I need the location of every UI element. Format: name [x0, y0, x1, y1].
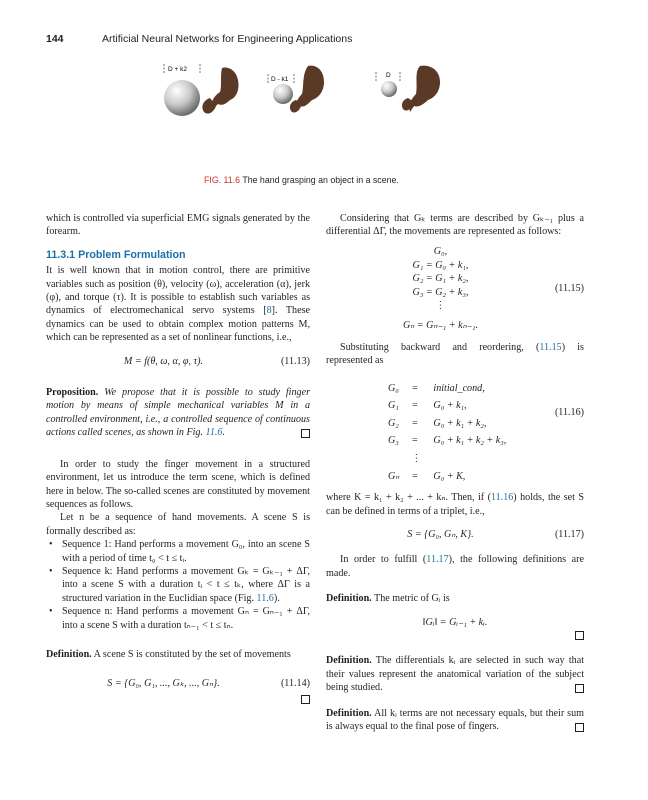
- p1-text-b: ]. These dynamics can be used to obtain complex motion patterns M, which can be represented as a set of nonlinear functions, i.e.,: [46, 305, 310, 344]
- eq-rhs: G₀ + k₁ + k₂,: [433, 417, 487, 429]
- hand-1: [202, 68, 238, 114]
- definition-label: Definition.: [326, 593, 372, 605]
- page-number: 144: [46, 33, 64, 45]
- equation-line: Gₙ = Gₙ₋₁ + kₙ₋₁.: [402, 320, 478, 331]
- equation-metric: ‖Gᵢ‖ = Gᵢ₋₁ + kᵢ.: [422, 616, 488, 628]
- equation-body: S = {G₀, G₁, ..., Gₖ, ..., Gₙ}.: [107, 678, 220, 690]
- paragraph-considering: Considering that Gₖ terms are described by Gₖ₋₁ plus a differential ΔΓ, the movements are represented as follows:: [326, 213, 584, 238]
- citation-link[interactable]: 8: [266, 305, 272, 317]
- qed-box: [301, 695, 310, 704]
- paragraph-motion-control: [46, 264, 310, 344]
- equation-line: ⋮: [435, 300, 446, 311]
- definition-text: A scene S is constituted by the set of movements: [93, 648, 291, 660]
- definition-label: Definition.: [326, 707, 372, 719]
- sphere-large: [164, 64, 200, 116]
- eq-op: ⋮: [411, 452, 422, 464]
- equation-number: (11.14): [280, 678, 310, 690]
- eq-rhs: G₀ + k₁,: [433, 400, 467, 412]
- p3-text-b: ) holds, the set S can be defined in terms of a triplet, i.e.,: [326, 492, 584, 517]
- equation-11-13: [46, 355, 310, 368]
- eq-op: =: [411, 400, 419, 412]
- sphere-medium: [268, 74, 294, 104]
- qed-box: [575, 631, 584, 640]
- paragraph-scene: In order to study the finger movement in a structured environment, let us introduce the term scene, which is defined here in below. The so-called scenes are constituted by movement sequences as follows.: [46, 458, 310, 510]
- p3-text-a: where K = k₁ + k₂ + ... + kₙ. Then, if (: [326, 492, 491, 504]
- eq-op: =: [411, 417, 419, 429]
- eq-lhs: [382, 450, 405, 468]
- proposition-text: We propose that it is possible to study finger motion by means of simple mechanical variables M in a controlled environment, i.e., a controlled sequence of continuous actions called scenes, as shown in Fig.: [46, 387, 310, 439]
- figure-label-d-plus-k2: D + k2: [168, 66, 187, 73]
- qed-box: [301, 429, 310, 438]
- definition-text: All kᵢ terms are not necessary equals, but their sum is always equal to the final pose of fingers.: [326, 707, 585, 733]
- definition-metric: [326, 592, 584, 605]
- bullet2-text-b: ).: [273, 592, 280, 604]
- eq-op: =: [411, 382, 419, 394]
- section-heading: 11.3.1 Problem Formulation: [46, 248, 186, 261]
- proposition-label: Proposition.: [46, 387, 99, 399]
- p2-text-a: Substituting backward and reordering, (: [340, 341, 540, 353]
- definition-text: The differentials kᵢ are selected in such way that their values represent the anatomical variation of the subject being studied.: [326, 655, 585, 694]
- left-intro: which is controlled via superficial EMG signals generated by the forearm.: [46, 213, 310, 238]
- equation-link[interactable]: 11.16: [490, 492, 514, 504]
- eq-rhs: G₀ + k₁ + k₂ + k₃,: [433, 435, 507, 447]
- definition-label: Definition.: [326, 655, 372, 667]
- definition-text: The metric of Gᵢ is: [374, 593, 450, 605]
- eq-lhs: G₂: [388, 417, 399, 429]
- equation-array: [382, 380, 512, 486]
- equation-system: [326, 245, 555, 333]
- sequence-list: [46, 538, 310, 632]
- caption-text: The hand grasping an object in a scene.: [242, 175, 399, 185]
- p4-text-a: In order to fulfill (: [340, 554, 427, 566]
- proposition: Proposition. We propose that it is possible to study finger motion by means of simple mechanical variables M in a controlled environment, i.e., a controlled sequence of continuous actions called scenes, as shown in Fig. 11.6.: [46, 387, 310, 439]
- equation-number: (11.17): [554, 528, 584, 540]
- eq-op: =: [411, 470, 419, 482]
- equation-link[interactable]: 11.17: [426, 554, 449, 566]
- eq-rhs: [427, 450, 512, 468]
- list-item: [46, 565, 310, 605]
- eq-lhs: G₀: [388, 382, 399, 394]
- bullet2-text-a: Sequence k: Hand performs a movement Gₖ = Gₖ₋₁ + ΔΓ, into a scene S with a duration tᵢ < t ≤ tₖ, where ΔΓ is a structured variation in the Euclidian space (Fig.: [62, 565, 310, 604]
- equation-line: G₃ = G₂ + k₃,: [412, 287, 469, 299]
- paragraph-sequence: Let n be a sequence of hand movements. A scene S is formally described as:: [46, 512, 310, 537]
- definition-differentials: [326, 654, 584, 694]
- caption-label: FIG. 11.6: [204, 175, 241, 185]
- equation-number: (11.15): [554, 283, 584, 295]
- equation-11-14: [46, 677, 310, 690]
- equation-body: S = {G₀, Gₙ, K}.: [407, 528, 474, 540]
- right-column: [326, 212, 584, 733]
- equation-link[interactable]: 11.15: [539, 341, 562, 353]
- equation-11-15: [326, 245, 584, 333]
- equation-body: M = f(θ, ω, α, φ, τ).: [123, 355, 204, 367]
- left-column: [46, 212, 310, 706]
- sphere-small: [376, 72, 400, 97]
- hand-2: [290, 66, 324, 113]
- p2-text-b: ) is represented as: [326, 341, 584, 367]
- hand-3: [402, 66, 440, 112]
- equation-number: (11.13): [280, 355, 310, 367]
- paragraph-fulfill: [326, 553, 584, 580]
- equation-11-16: [326, 380, 584, 486]
- figure-link[interactable]: 11.6: [256, 592, 274, 604]
- qed-box: [575, 684, 584, 693]
- figure-label-d: D: [386, 72, 391, 79]
- eq-lhs: Gₙ: [388, 470, 400, 482]
- eq-rhs: G₀ + K,: [433, 470, 466, 482]
- equation-line: G₀,: [433, 245, 448, 257]
- eq-lhs: G₃: [388, 435, 399, 447]
- equation-number: (11.16): [554, 406, 584, 418]
- p1-text-a: It is well known that in motion control, there are primitive variables such as position (θ), velocity (ω), acceleration (α), jerk (φ), and torque (τ). It is possible to establish such variables as dynamics of electromechanical servo systems [: [46, 265, 310, 317]
- figure-link[interactable]: 11.6: [205, 427, 223, 439]
- equation-11-17: [326, 528, 584, 541]
- list-item: • Sequence 1: Hand performs a movement G₀, into an scene S with a period of time t₀ < t ≤ tᵢ.: [46, 538, 310, 565]
- definition-sum: [326, 707, 584, 734]
- qed-box: [575, 723, 584, 732]
- eq-lhs: G₁: [388, 400, 399, 412]
- equation-line: G₂ = G₁ + k₂,: [412, 273, 469, 285]
- running-title: Artificial Neural Networks for Engineering Applications: [102, 33, 353, 45]
- paragraph-substituting: [326, 341, 584, 368]
- definition-label: Definition.: [46, 648, 92, 660]
- eq-op: =: [411, 435, 419, 447]
- paragraph-where: [326, 491, 584, 518]
- p4-text-b: ), the following definitions are made.: [326, 554, 584, 579]
- figure-label-d-minus-k1: D - k1: [271, 76, 289, 83]
- definition-scene: [46, 648, 310, 661]
- figure-caption: [204, 175, 399, 185]
- eq-rhs: initial_cond,: [433, 382, 485, 394]
- hand-grasping-figure: [150, 58, 450, 168]
- equation-line: G₁ = G₀ + k₁,: [412, 259, 469, 271]
- list-item: • Sequence n: Hand performs a movement Gₙ = Gₙ₋₁ + ΔΓ, into a scene S with a duration tₙ₋₁ < t ≤ tₙ.: [46, 605, 310, 632]
